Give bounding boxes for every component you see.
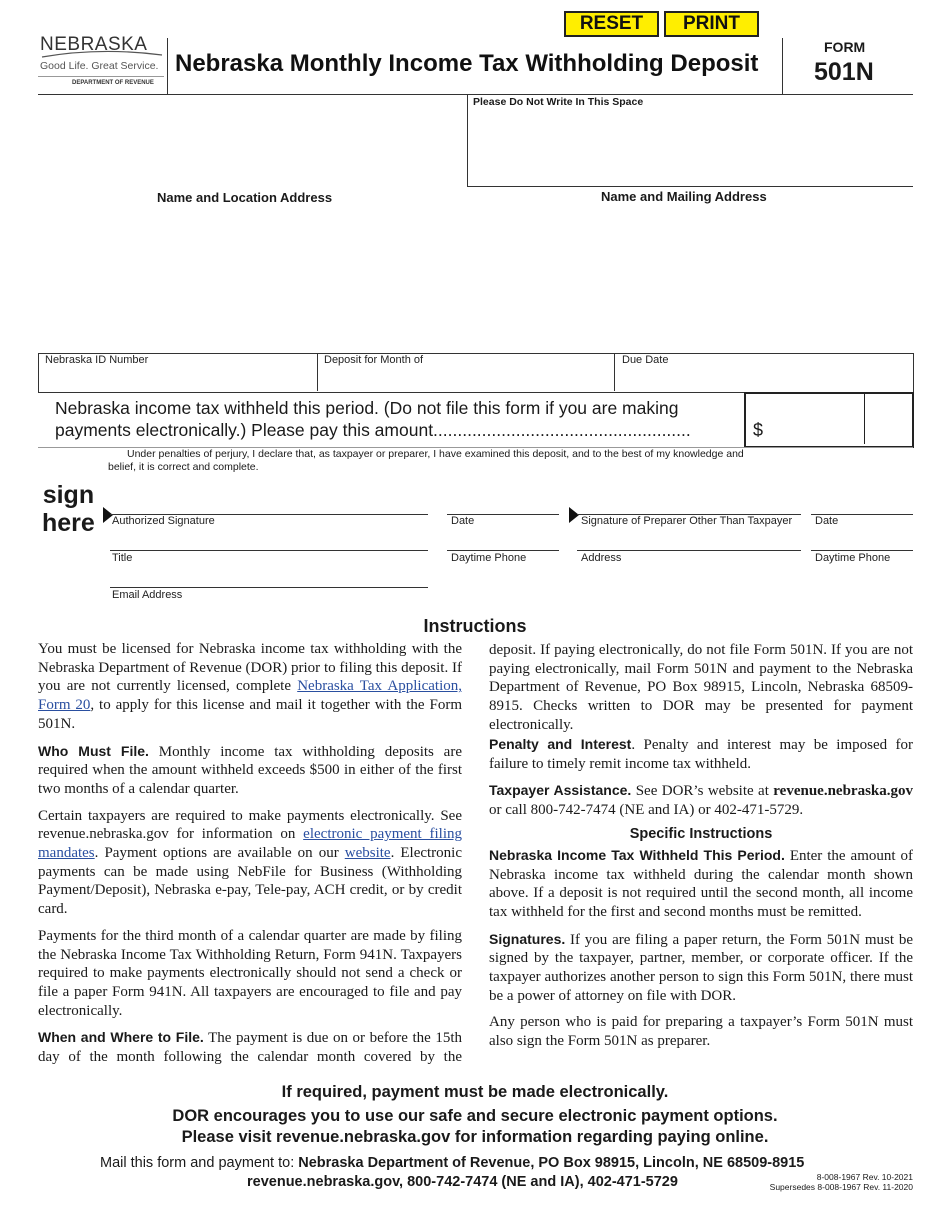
mail-to-line: Mail this form and payment to: Nebraska Department of Revenue, PO Box 98915, Lincoln, NE 68509-8915 [100,1155,805,1171]
perjury-line1: Under penalties of perjury, I declare that, as taxpayer or preparer, I have examined this deposit, and to the best of my knowledge and [127,448,744,460]
email-input[interactable] [112,567,426,587]
sign-here-label [42,481,95,537]
authorized-signature-label: Authorized Signature [112,515,215,527]
logo-name: NEBRASKA [40,34,148,55]
date-input[interactable] [451,494,559,514]
email-label: Email Address [112,589,183,601]
preparer-address-input[interactable] [581,530,801,550]
perjury-statement [108,448,744,474]
preparer-paragraph: Any person who is paid for preparing a taxpayer’s Form 501N must also sign the Form 501N as preparer. [489,1014,913,1050]
preparer-date-label: Date [815,515,839,527]
currency-symbol: $ [753,420,764,440]
tax-withheld-line1: Nebraska income tax withheld this period. (Do not file this form if you are making [55,398,679,418]
preparer-sign-arrow-icon [569,507,579,523]
electronic-paragraph: Certain taxpayers are required to make payments electronically. See revenue.nebraska.gov for information on electronic payment filing mandates. Payment options are available on our website. Electronic payments can be made using NebFile for Business (Withholding Payment/Deposit), Nebraska e-pay, Tele-pay, ACH credit, or by credit card. [38,807,462,918]
when-where-continued: deposit. If paying electronically, do not file Form 501N. If you are not paying electronically, mail Form 501N and payment to the Nebraska Department of Revenue, PO Box 98915, Lincoln, Nebraska 68509-8915. Checks written to DOR may be presented for payment electronically. [489,642,913,733]
location-address-label: Name and Location Address [157,190,333,205]
signatures-paragraph: Signatures. If you are filing a paper return, the Form 501N must be signed by the taxpayer, partner, member, or corporate officer. If the taxpayer authorizes another person to sign this Form 501N, there must be a power of attorney on file with DOR. [489,930,913,1004]
daytime-phone-label: Daytime Phone [451,552,527,564]
penalty-paragraph: Penalty and Interest. Penalty and interest may be imposed for failure to timely remit income tax withheld. [489,736,913,772]
form-label: FORM [824,39,866,55]
preparer-signature-input[interactable] [581,494,801,514]
logo-department: DEPARTMENT OF REVENUE [72,80,154,86]
specific-instructions-heading: Specific Instructions [629,825,773,842]
preparer-signature-label: Signature of Preparer Other Than Taxpayer [581,515,793,527]
form-number: 501N [814,58,874,86]
mandates-link[interactable]: electronic payment filing mandates [38,826,462,862]
amount-dollars-input[interactable] [770,416,864,440]
instructions-heading: Instructions [423,616,527,636]
preparer-phone-input[interactable] [815,530,913,550]
third-month-paragraph: Payments for the third month of a calendar quarter are made by filing the Nebraska Income Tax Withholding Return, Form 941N. Taxpayers required to make payments electronically should not send a check or file a paper Form 941N. All taxpayers are encouraged to file and pay electronically. [38,927,462,1019]
amount-cents-input[interactable] [868,416,910,440]
reset-button[interactable]: RESET [564,11,659,37]
page-title: Nebraska Monthly Income Tax Withholding Deposit [175,50,759,77]
location-address-field[interactable] [60,210,424,344]
revision-info [770,1172,913,1192]
logo [38,34,166,90]
supersedes-note: Supersedes 8-008-1967 Rev. 11-2020 [769,1182,913,1192]
due-date-label: Due Date [622,354,669,366]
contact-line: revenue.nebraska.gov, 800-742-7474 (NE and IA), 402-471-5729 [247,1174,678,1190]
do-not-write-label: Please Do Not Write In This Space [473,96,644,108]
deposit-month-label: Deposit for Month of [324,354,424,366]
nebraska-id-label: Nebraska ID Number [45,354,149,366]
preparer-date-input[interactable] [815,494,913,514]
daytime-phone-input[interactable] [451,530,559,550]
tax-withheld-text [55,397,745,441]
preparer-phone-label: Daytime Phone [815,552,891,564]
title-input[interactable] [112,530,426,550]
date-label: Date [451,515,475,527]
revision-number: 8-008-1967 Rev. 10-2021 [816,1172,913,1182]
due-date-input[interactable] [622,369,906,389]
deposit-month-input[interactable] [324,369,608,389]
instructions-left-column [38,640,462,1073]
website-link[interactable]: website [344,845,391,862]
withheld-paragraph: Nebraska Income Tax Withheld This Period. Enter the amount of Nebraska income tax withheld during the calendar month shown above. If a deposit is not required until the second month, all income tax withheld for the first and second months must be remitted. [489,846,914,920]
mailing-address-label: Name and Mailing Address [601,189,767,204]
nebraska-id-input[interactable] [45,369,314,389]
sign-word: sign [42,481,95,509]
footer-line2: DOR encourages you to use our safe and secure electronic payment options. [172,1107,778,1125]
when-where-paragraph: When and Where to File. The payment is due on or before the 15th day of the month following the calendar month covered by the [38,1029,462,1066]
perjury-line2: belief, it is correct and complete. [108,461,259,473]
footer-notice [0,1082,950,1148]
assistance-paragraph: Taxpayer Assistance. See DOR’s website at revenue.nebraska.gov or call 800-742-7474 (NE and IA) or 402-471-5729. [489,782,914,819]
title-label: Title [112,552,133,564]
instructions-right-column [489,640,913,1059]
intro-paragraph: You must be licensed for Nebraska income tax withholding with the Nebraska Department of Revenue (DOR) prior to filing this deposit. If you are not currently licensed, complete Nebraska Tax Application, Form 20, to apply for this license and mail it together with the Form 501N. [38,641,462,732]
logo-swoosh-icon [40,49,164,59]
logo-tagline: Good Life. Great Service. [40,60,159,72]
here-word: here [42,509,95,537]
address-label: Address [581,552,622,564]
authorized-signature-input[interactable] [112,494,426,514]
print-button[interactable]: PRINT [664,11,759,37]
tax-withheld-line2: payments electronically.) Please pay this amount..................................................... [55,420,691,440]
mailing-address-field[interactable] [500,210,894,344]
form-20-link[interactable]: Nebraska Tax Application, Form 20 [38,678,462,714]
who-must-file-paragraph: Who Must File. Monthly income tax withholding deposits are required when the amount withheld exceeds $500 in either of the first two months of a calendar quarter. [38,742,462,797]
footer-line1: If required, payment must be made electronically. [281,1083,669,1101]
footer-line3: Please visit revenue.nebraska.gov for information regarding paying online. [181,1128,769,1146]
